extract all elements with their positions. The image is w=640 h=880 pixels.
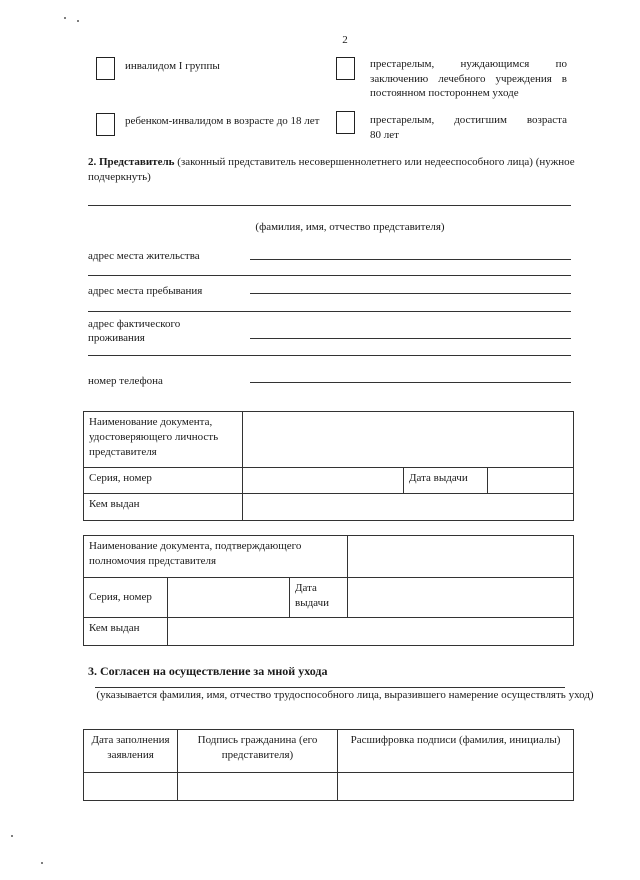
scan-speck [77,20,79,22]
address-actual-label [88,317,180,345]
address-residence-label: адрес места жительства [88,250,200,262]
consent-caption: (указывается фамилия, имя, отчество трудоспособного лица, выразившего намерение осуществлять уход) [96,689,594,701]
representative-heading [88,155,580,185]
address-actual-label-line: адрес фактического [88,318,181,330]
option-elderly-care-line: постоянном постороннем уходе [370,87,519,99]
option-group1-label: инвалидом I группы [125,60,220,72]
representative-fio-caption: (фамилия, имя, отчество представителя) [255,221,445,233]
scan-speck [64,17,66,19]
phone-line[interactable] [250,382,571,383]
identity-series-field[interactable] [243,468,404,494]
signature-transcript-header: Расшифровка подписи (фамилия, инициалы) [338,730,574,773]
option-elderly-80-label [370,113,567,142]
address-residence-line[interactable] [250,259,571,260]
authority-doc-name-field[interactable] [348,536,574,578]
checkbox-elderly-80[interactable] [336,111,355,134]
address-actual-line[interactable] [250,338,571,339]
authority-issued-by-field[interactable] [168,618,574,646]
consent-heading: 3. Согласен на осуществление за мной ухода [88,664,328,678]
identity-doc-name-field[interactable] [243,412,574,468]
checkbox-group1[interactable] [96,57,115,80]
identity-doc-table [83,411,574,521]
scan-speck [11,835,13,837]
address-actual-line-2[interactable] [88,355,571,356]
representative-heading-title: 2. Представитель [88,156,175,168]
identity-doc-name-label: Наименование документа, удостоверяющего личность представителя [84,412,243,468]
identity-series-label: Серия, номер [84,468,243,494]
address-residence-line-2[interactable] [88,275,571,276]
address-stay-line[interactable] [250,293,571,294]
option-elderly-care-line: заключению лечебного учреждения в [370,72,567,85]
option-elderly-80-line: 80 лет [370,128,399,141]
address-actual-label-line: проживания [88,332,145,344]
identity-date-label: Дата выдачи [404,468,488,494]
authority-doc-table [83,535,574,646]
option-elderly-care-line: престарелым, нуждающимся по [370,58,567,70]
page-number: 2 [342,34,348,46]
option-elderly-80-line: престарелым, достигшим возраста [370,114,567,126]
authority-series-label: Серия, номер [84,578,168,618]
identity-issued-by-field[interactable] [243,494,574,521]
representative-heading-note: (законный представитель несовершеннолетнего или недееспособного лица) (нужное подчеркнуть) [88,156,575,183]
scan-speck [41,862,43,864]
signature-sign-header: Подпись гражданина (его представителя) [178,730,338,773]
option-child-label: ребенком-инвалидом в возрасте до 18 лет [125,115,320,127]
representative-fio-line[interactable] [88,205,571,206]
authority-date-label-line: выдачи [295,597,330,609]
signature-sign-field[interactable] [178,773,338,801]
identity-issued-by-label: Кем выдан [84,494,243,521]
address-stay-label: адрес места пребывания [88,285,203,297]
identity-date-field[interactable] [488,468,574,494]
authority-date-field[interactable] [348,578,574,618]
checkbox-elderly-care[interactable] [336,57,355,80]
authority-series-field[interactable] [168,578,290,618]
signature-table [83,729,574,801]
authority-doc-name-label: Наименование документа, подтверждающего полномочия представителя [84,536,348,578]
authority-date-label [290,578,348,618]
authority-date-label-line: Дата [295,582,317,594]
signature-date-header: Дата заполнения заявления [84,730,178,773]
signature-date-field[interactable] [84,773,178,801]
phone-label: номер телефона [88,375,163,387]
address-stay-line-2[interactable] [88,311,571,312]
option-elderly-care-label [370,57,567,101]
authority-issued-by-label: Кем выдан [84,618,168,646]
checkbox-child-disabled[interactable] [96,113,115,136]
signature-transcript-field[interactable] [338,773,574,801]
